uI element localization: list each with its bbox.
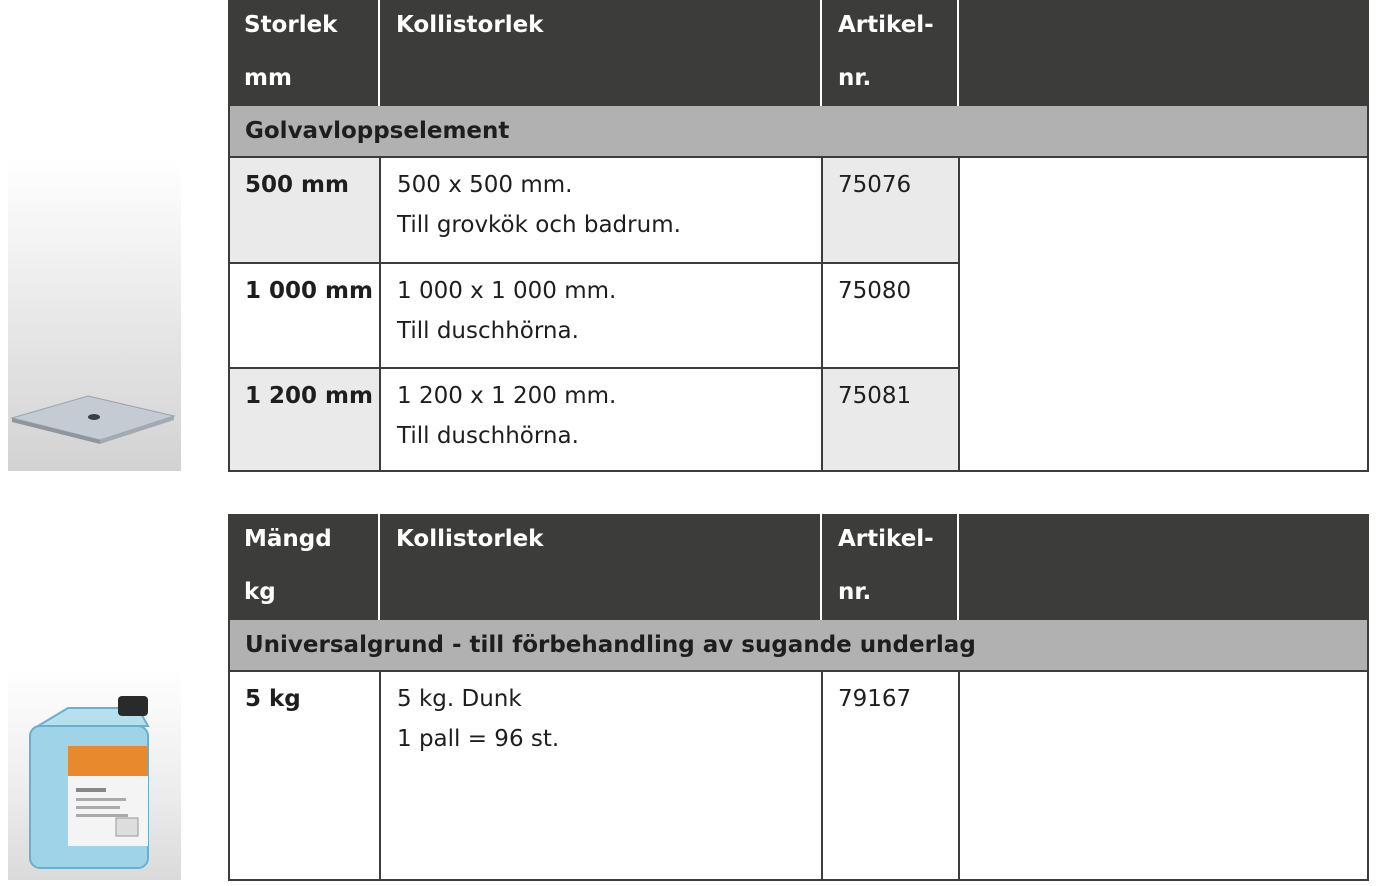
section-title: Golvavloppselement [228,106,1369,158]
header-package-size [380,514,821,620]
pallet-quantity: 1 pall = 96 st. [397,726,560,752]
package-usage: Till duschhörna. [397,318,579,344]
cell-package-size [381,672,823,879]
cell-article-number: 79167 [823,672,960,879]
header-size [228,0,379,106]
header-article-label-2: nr. [838,65,872,91]
header-article-number [822,514,958,620]
header-package-label: Kollistorlek [396,526,544,552]
product-table-floor-drain [228,0,1369,472]
package-dimensions: 1 000 x 1 000 mm. [397,278,617,304]
header-article-label: Artikel- [838,526,934,552]
package-dimensions: 1 200 x 1 200 mm. [397,383,617,409]
cell-package-size [381,369,823,470]
header-size-unit: mm [244,65,292,91]
cell-article-number: 75081 [823,369,960,470]
table-body [228,158,1369,472]
package-usage: Till grovkök och badrum. [397,212,681,238]
cell-quantity: 5 kg [230,672,381,879]
package-dimensions: 500 x 500 mm. [397,172,573,198]
header-quantity-label: Mängd [244,526,332,552]
header-article-label-2: nr. [838,579,872,605]
cell-article-number: 75080 [823,264,960,367]
header-divider [957,514,959,620]
header-quantity [228,514,379,620]
header-quantity-unit: kg [244,579,276,605]
cell-package-size [381,264,823,367]
table-body [228,672,1369,881]
cell-article-number: 75076 [823,158,960,262]
product-table-universal-primer [228,514,1369,881]
header-package-size [380,0,821,106]
header-size-label: Storlek [244,12,338,38]
header-package-label: Kollistorlek [396,12,544,38]
header-article-label: Artikel- [838,12,934,38]
cell-size: 1 000 mm [230,264,381,367]
header-divider [957,0,959,106]
package-type: 5 kg. Dunk [397,686,522,712]
cell-size: 1 200 mm [230,369,381,470]
cell-size: 500 mm [230,158,381,262]
table-header [228,514,1369,620]
section-title: Universalgrund - till förbehandling av sugande underlag [228,620,1369,672]
cell-package-size [381,158,823,262]
product-image-floor-drain-element [8,160,181,471]
header-article-number [822,0,958,106]
product-image-universal-primer-canister [8,668,181,880]
table-header [228,0,1369,106]
package-usage: Till duschhörna. [397,423,579,449]
